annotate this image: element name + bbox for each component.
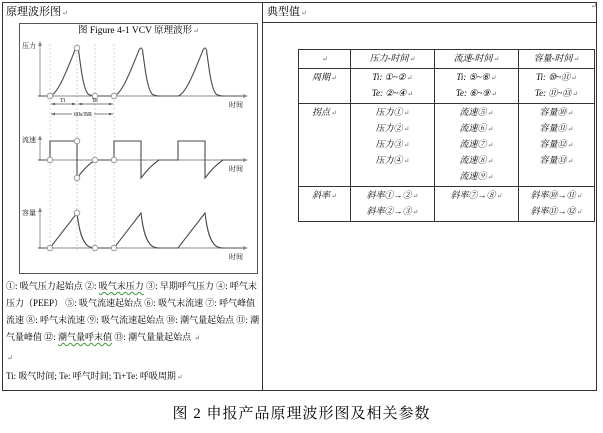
cell-line-text: Te: ⑥~⑨ (455, 88, 491, 98)
legend-item-text: 吸气压力起始点 (19, 281, 83, 291)
pressure-axis-label: 压力 (22, 42, 36, 50)
axis-arrow (243, 158, 248, 162)
cell-line-text: 斜率⑦→⑧ (450, 190, 496, 200)
paragraph-mark: ↵ (487, 157, 494, 165)
point-13-marker (111, 245, 117, 251)
cell-line-text: Ti: ①~② (372, 72, 406, 82)
waveform-panel-title: 原理波形图 (6, 6, 61, 18)
legend-item (146, 281, 214, 291)
cell-line (437, 70, 516, 86)
cell-line (437, 169, 516, 185)
paragraph-mark: ↵ (412, 208, 419, 216)
paragraph-mark: ↵ (403, 109, 410, 117)
cell-line-text: 流速⑥ (459, 123, 487, 133)
legend-item (114, 332, 191, 342)
timing-footnote (6, 369, 260, 384)
axis-arrow (38, 135, 42, 140)
figure-title-text: 图 Figure 4-1 VCV 原理波形 (77, 26, 193, 36)
point-1-marker (47, 93, 53, 99)
cell-line (437, 188, 516, 204)
cell-line (521, 137, 592, 153)
paragraph-mark: ↵ (487, 173, 494, 181)
cell-line (521, 105, 592, 121)
arrowhead (109, 103, 113, 106)
legend-item (6, 281, 83, 291)
column-header-text: 流速-时间 (453, 53, 493, 63)
paragraph-mark: ↵ (493, 55, 500, 63)
pressure-waveform (38, 48, 242, 96)
waveform-panel-header (6, 5, 260, 21)
cell-line (353, 137, 432, 153)
cell-line (437, 121, 516, 137)
legend-item-number: ①: (6, 281, 20, 291)
paragraph-mark: ↵ (567, 141, 574, 149)
column-header-text: 容量-时间 (533, 53, 573, 63)
figure-title (20, 25, 257, 38)
paragraph-mark: ↵ (62, 9, 68, 17)
table-cell (351, 69, 435, 104)
flow-axis-label: 流速 (22, 136, 36, 144)
legend-item-number: ⑥: (144, 298, 159, 308)
point-6-marker (74, 138, 80, 144)
legend-item-number: ⑫: (44, 332, 59, 342)
point-8-marker (92, 157, 98, 163)
cell-line-text: 斜率①→② (366, 190, 412, 200)
table-cell (435, 69, 519, 104)
point-2-marker (74, 45, 80, 51)
legend-item-text: 早期呼气压力 (159, 281, 214, 291)
legend-item-text: 潮气量起始点 (180, 315, 235, 325)
paragraph-mark: ↵ (331, 109, 337, 117)
waveform-svg (20, 38, 257, 266)
empty-line (6, 350, 260, 365)
table-cell (435, 104, 519, 187)
cell-line-text: 容量⑫ (539, 139, 567, 149)
row-label (299, 104, 351, 187)
paragraph-mark: ↵ (193, 27, 200, 35)
column-header (519, 50, 595, 69)
legend-item (44, 332, 112, 342)
paragraph-mark: ↵ (496, 192, 503, 200)
cell-line (437, 153, 516, 169)
cell-line-text: 斜率⑩→⑪ (530, 190, 576, 200)
cell-line (353, 86, 432, 102)
legend-item (144, 298, 203, 308)
row-label-text: 拐点 (312, 107, 331, 117)
paragraph-mark: ↵ (403, 157, 410, 165)
row-label-text: 斜率 (312, 190, 331, 200)
cell-line (437, 86, 516, 102)
cell-line-text: 流速⑨ (459, 171, 487, 181)
row-label (299, 187, 351, 222)
table-row (299, 69, 595, 104)
paragraph-mark: ↵ (576, 208, 583, 216)
cell-line-text: 压力④ (375, 155, 403, 165)
table-header-row (299, 50, 595, 69)
figure-caption: 图 2 申报产品原理波形图及相关参数 (172, 406, 431, 422)
cell-line-text: Ti: ⑤~⑥ (456, 72, 490, 82)
table-cell (351, 187, 435, 222)
cell-line-text: 压力① (375, 107, 403, 117)
point-5-marker (47, 157, 53, 163)
pressure-time-label: 时间 (229, 101, 243, 109)
paragraph-mark: ↵ (487, 141, 494, 149)
cell-line (437, 105, 516, 121)
legend-item-text: 潮气量呼末值 (58, 332, 113, 342)
cell-line (521, 86, 592, 102)
volume-waveform (38, 213, 242, 248)
cell-line-text: Ti: ⑩~⑪ (535, 72, 571, 82)
point-7-marker (74, 175, 80, 181)
legend-item-number: ⑧: (26, 315, 41, 325)
axis-arrow (38, 41, 42, 46)
typical-values-panel (263, 3, 596, 390)
paragraph-mark: ↵ (567, 109, 574, 117)
arrowhead (109, 113, 113, 116)
legend-item-text: 呼气峰值流速 (6, 298, 256, 325)
flow-waveform (38, 141, 242, 178)
legend-item-text: 潮气量量起始点 (128, 332, 192, 342)
cell-line-text: 流速⑧ (459, 155, 487, 165)
arrowhead (78, 103, 82, 106)
cell-line-text: 斜率②→③ (366, 206, 412, 216)
column-header (299, 50, 351, 69)
axis-arrow (243, 94, 248, 98)
table-cell (435, 187, 519, 222)
legend-item-text: 吸气流速起始点 (79, 298, 143, 308)
paragraph-mark: ↵ (406, 74, 413, 82)
axis-arrow (243, 246, 248, 250)
legend-item-text: 潮气量峰值 (6, 315, 260, 342)
arrowhead (51, 103, 55, 106)
paragraph-mark: ↵ (573, 55, 580, 63)
paragraph-mark: ↵ (487, 125, 494, 133)
cell-line (353, 204, 432, 220)
legend-item-text: 呼气末流速 (40, 315, 86, 325)
waveform-panel (3, 3, 263, 390)
legend-item-text: 吸气末压力 (98, 281, 144, 291)
cell-line-text: 流速⑤ (459, 107, 487, 117)
paragraph-mark: ↵ (576, 192, 583, 200)
point-12-marker (92, 245, 98, 251)
cell-line (353, 153, 432, 169)
paragraph-mark: ↵ (403, 125, 410, 133)
cell-line (521, 204, 592, 220)
legend-item-number: ⑩: (166, 315, 181, 325)
legend-item (65, 298, 142, 308)
point-9-marker (111, 157, 117, 163)
column-header (435, 50, 519, 69)
flow-time-label: 时间 (229, 165, 243, 173)
cycle-label: 60s/BR (74, 112, 93, 118)
legend-item-text: 呼气末压力（PEEP） (6, 281, 257, 308)
te-label: Te (92, 98, 98, 104)
legend-item-number: ③: (146, 281, 160, 291)
paragraph-mark: ↵ (176, 373, 183, 381)
arrowhead (51, 113, 55, 116)
column-header-text: 压力-时间 (369, 53, 409, 63)
paragraph-mark: ↵ (591, 2, 597, 10)
cell-line (353, 188, 432, 204)
table-cell (519, 69, 595, 104)
table-row (299, 187, 595, 222)
typical-values-header (263, 3, 596, 23)
volume-time-label: 时间 (229, 253, 243, 261)
cell-line (353, 121, 432, 137)
column-header (351, 50, 435, 69)
paragraph-mark: ↵ (491, 90, 498, 98)
paragraph-mark: ↵ (412, 192, 419, 200)
legend-item-text: 吸气流速起始点 (101, 315, 165, 325)
legend-item-number: ④: (216, 281, 230, 291)
paragraph-mark: ↵ (567, 125, 574, 133)
cell-line-text: 容量⑬ (539, 155, 567, 165)
point-10-marker (47, 245, 53, 251)
legend-item-number: ⑤: (65, 298, 80, 308)
paragraph-mark: ↵ (403, 141, 410, 149)
row-label (299, 69, 351, 104)
paragraph-mark: ↵ (571, 74, 578, 82)
cell-line-text: 容量⑪ (539, 123, 567, 133)
legend-item-number: ②: (85, 281, 99, 291)
legend-item (85, 281, 144, 291)
legend-item-text: 吸气末流速 (158, 298, 204, 308)
cell-line-text: Te: ②~④ (371, 88, 407, 98)
cell-line-text: 容量⑩ (539, 107, 567, 117)
cell-line (521, 153, 592, 169)
legend-item (87, 315, 164, 325)
table-cell (519, 187, 595, 222)
legend-item-number: ⑪: (236, 315, 251, 325)
row-label-text: 周期 (312, 72, 331, 82)
cell-line (353, 70, 432, 86)
typical-values-table-body (299, 50, 595, 222)
cell-line-text: 流速⑦ (459, 139, 487, 149)
point-4-marker (111, 93, 117, 99)
cell-line-text: 斜率⑪→⑫ (530, 206, 576, 216)
legend-item-number: ⑦: (205, 298, 220, 308)
paragraph-mark: ↵ (487, 109, 494, 117)
paragraph-mark: ↵ (331, 192, 337, 200)
table-cell (519, 104, 595, 187)
legend-item-number: ⑬: (114, 332, 129, 342)
figure-box (19, 23, 258, 274)
paragraph-mark: ↵ (407, 90, 414, 98)
timing-footnote-text: Ti: 吸气时间; Te: 呼气时间; Ti+Te: 呼吸周期 (6, 371, 176, 381)
legend-paragraph (6, 278, 262, 347)
paragraph-mark: ↵ (7, 354, 13, 362)
legend-item (166, 315, 234, 325)
typical-values-table (298, 49, 595, 222)
paragraph-mark: ↵ (331, 74, 337, 82)
paragraph-mark: ↵ (194, 334, 201, 342)
paragraph-mark: ↵ (322, 55, 328, 63)
cell-line-text: Te: ⑪~⑬ (534, 88, 572, 98)
cell-line (521, 70, 592, 86)
paragraph-mark: ↵ (572, 90, 579, 98)
axis-arrow (38, 207, 42, 212)
typical-values-title: 典型值 (267, 6, 300, 18)
content-table (2, 2, 597, 391)
point-11-marker (74, 210, 80, 216)
paragraph-mark: ↵ (490, 74, 497, 82)
legend-item-number: ⑨: (87, 315, 102, 325)
volume-axis-label: 容量 (22, 209, 36, 217)
cell-line (521, 121, 592, 137)
paragraph-mark: ↵ (567, 157, 574, 165)
cell-line (521, 188, 592, 204)
arrowhead (72, 103, 76, 106)
paragraph-mark: ↵ (409, 55, 416, 63)
cell-line (353, 105, 432, 121)
table-cell (351, 104, 435, 187)
table-row (299, 104, 595, 187)
cell-line-text: 压力② (375, 123, 403, 133)
legend-item (26, 315, 85, 325)
cell-line (437, 137, 516, 153)
typical-values-table-wrap (298, 49, 596, 222)
ti-label: Ti (60, 98, 66, 104)
paragraph-mark: ↵ (301, 9, 307, 17)
cell-line-text: 压力③ (375, 139, 403, 149)
